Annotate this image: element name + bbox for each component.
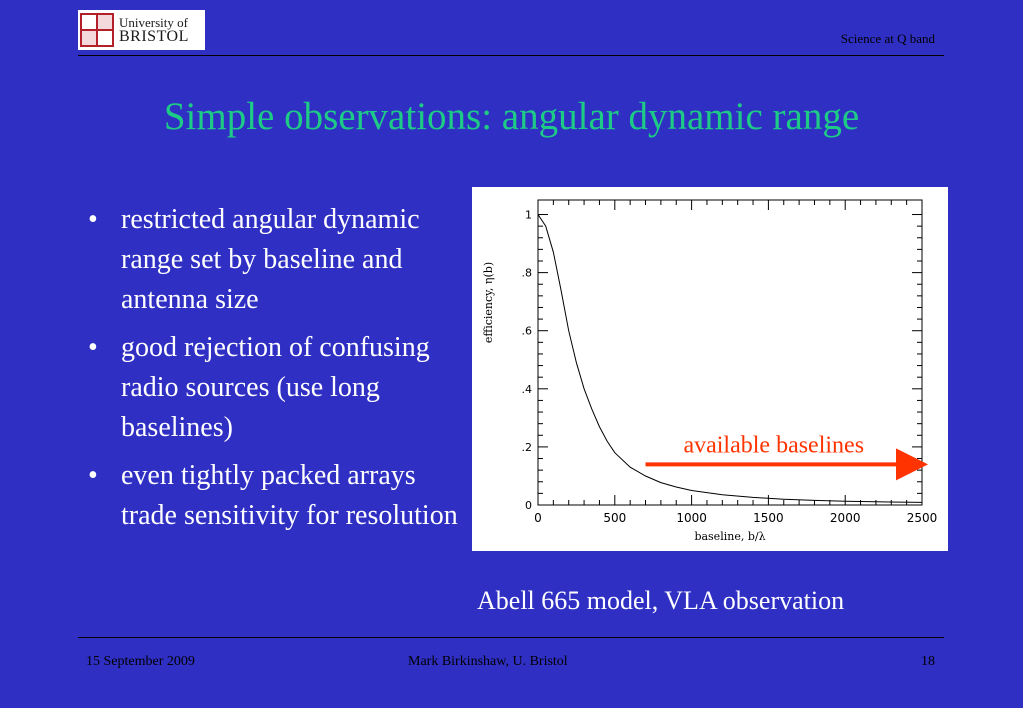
efficiency-curve	[538, 215, 922, 503]
footer-date: 15 September 2009	[86, 654, 195, 669]
list-item	[88, 200, 478, 320]
y-tick-label: .4	[521, 382, 532, 396]
bullet-glyph: •	[88, 332, 98, 363]
chart-svg	[472, 187, 948, 551]
slide-title: Simple observations: angular dynamic range	[163, 95, 860, 138]
footer-author: Mark Birkinshaw, U. Bristol	[408, 654, 568, 669]
x-tick-label: 2000	[829, 511, 861, 525]
logo-wordmark	[119, 16, 189, 45]
list-item	[88, 328, 478, 448]
bullet-text: good rejection of confusing radio sources (use long baselines)	[121, 332, 430, 443]
bullet-glyph: •	[88, 204, 98, 235]
x-tick-label: 2500	[906, 511, 938, 525]
annotation-text: available baselines	[683, 432, 865, 459]
efficiency-plot	[472, 187, 948, 551]
y-axis-label: efficiency, η(b)	[482, 261, 495, 344]
x-tick-label: 1000	[676, 511, 707, 525]
ticks	[538, 200, 922, 505]
header-divider	[78, 55, 944, 56]
y-tick-label: .6	[521, 324, 532, 338]
crest-icon	[80, 13, 114, 47]
y-tick-label: 1	[525, 208, 532, 222]
x-tick-label: 0	[534, 511, 542, 525]
y-tick-label: .8	[521, 266, 532, 280]
bullet-text: even tightly packed arrays trade sensitivity for resolution	[121, 460, 458, 531]
x-tick-label: 1500	[753, 511, 784, 525]
bullet-text: restricted angular dynamic range set by baseline and antenna size	[121, 204, 420, 315]
logo-line-1: University of	[119, 14, 188, 30]
bullet-glyph: •	[88, 460, 98, 491]
figure-caption: Abell 665 model, VLA observation	[477, 586, 845, 615]
footer-divider	[78, 637, 944, 638]
tick-labels	[522, 209, 938, 525]
y-tick-label: .2	[521, 440, 532, 454]
header-subtitle: Science at Q band	[840, 31, 935, 46]
y-tick-label: 0	[525, 499, 532, 512]
page-number: 18	[921, 654, 935, 669]
x-tick-label: 500	[603, 511, 627, 525]
x-axis-label: baseline, b/λ	[694, 530, 766, 543]
university-logo	[78, 10, 205, 50]
logo-line-2: BRISTOL	[119, 27, 189, 45]
bullet-list	[88, 200, 478, 544]
plot-frame	[538, 200, 922, 505]
list-item	[88, 456, 478, 536]
